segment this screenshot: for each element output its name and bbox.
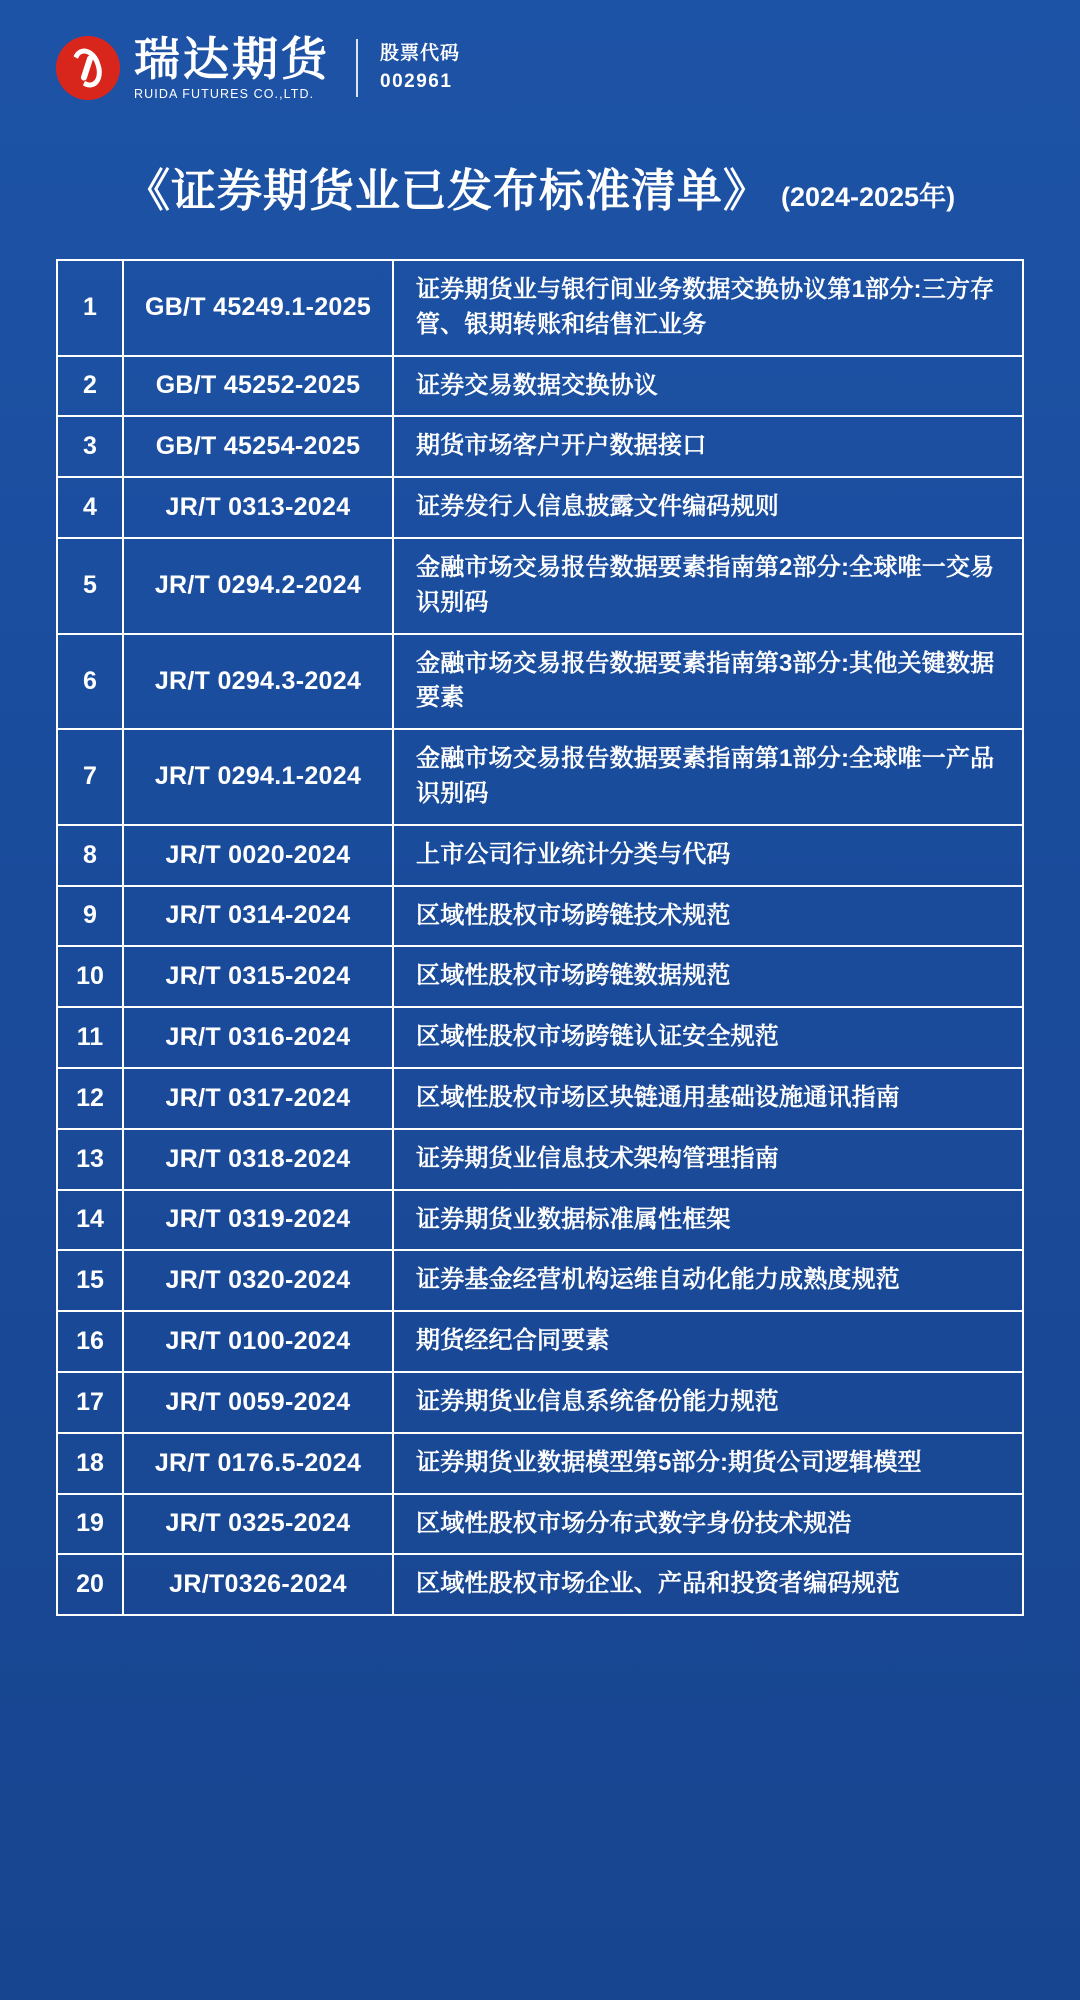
row-standard-name: 证券期货业与银行间业务数据交换协议第1部分:三方存管、银期转账和结售汇业务 (393, 260, 1023, 356)
row-standard-code: JR/T 0020-2024 (123, 825, 393, 886)
table-row (57, 1129, 1023, 1190)
stock-info (380, 40, 460, 95)
ruida-circle-logo-icon (56, 36, 120, 100)
row-standard-name: 证券发行人信息披露文件编码规则 (393, 477, 1023, 538)
row-standard-name: 上市公司行业统计分类与代码 (393, 825, 1023, 886)
row-standard-name: 证券期货业数据模型第5部分:期货公司逻辑模型 (393, 1433, 1023, 1494)
row-standard-code: GB/T 45254-2025 (123, 416, 393, 477)
row-index: 4 (57, 477, 123, 538)
row-standard-code: GB/T 45249.1-2025 (123, 260, 393, 356)
row-standard-name: 证券交易数据交换协议 (393, 356, 1023, 417)
row-standard-name: 证券期货业数据标准属性框架 (393, 1190, 1023, 1251)
row-index: 14 (57, 1190, 123, 1251)
table-row (57, 1068, 1023, 1129)
table-row (57, 1372, 1023, 1433)
row-standard-code: JR/T 0059-2024 (123, 1372, 393, 1433)
row-standard-code: JR/T 0294.1-2024 (123, 729, 393, 825)
page-title-sub: (2024-2025年) (780, 182, 956, 212)
row-standard-code: JR/T 0319-2024 (123, 1190, 393, 1251)
row-standard-code: JR/T 0316-2024 (123, 1007, 393, 1068)
table-row (57, 825, 1023, 886)
row-standard-code: JR/T 0313-2024 (123, 477, 393, 538)
brand-header (0, 0, 1080, 102)
page-title-main: 《证券期货业已发布标准清单》 (124, 165, 769, 216)
row-standard-name: 金融市场交易报告数据要素指南第2部分:全球唯一交易识别码 (393, 538, 1023, 634)
row-standard-code: JR/T 0315-2024 (123, 946, 393, 1007)
row-index: 1 (57, 260, 123, 356)
row-standard-name: 区域性股权市场区块链通用基础设施通讯指南 (393, 1068, 1023, 1129)
table-row (57, 1494, 1023, 1555)
table-row (57, 477, 1023, 538)
row-index: 7 (57, 729, 123, 825)
row-standard-name: 金融市场交易报告数据要素指南第3部分:其他关键数据要素 (393, 634, 1023, 730)
table-row (57, 946, 1023, 1007)
row-index: 8 (57, 825, 123, 886)
stock-label: 股票代码 (380, 43, 461, 65)
row-standard-name: 证券期货业信息技术架构管理指南 (393, 1129, 1023, 1190)
row-standard-code: JR/T 0176.5-2024 (123, 1433, 393, 1494)
row-standard-code: JR/T 0100-2024 (123, 1311, 393, 1372)
brand-name-block (134, 32, 330, 102)
page-title (0, 154, 1080, 219)
row-index: 6 (57, 634, 123, 730)
row-standard-name: 期货市场客户开户数据接口 (393, 416, 1023, 477)
row-standard-code: JR/T 0320-2024 (123, 1250, 393, 1311)
table-row (57, 260, 1023, 356)
row-standard-code: JR/T 0317-2024 (123, 1068, 393, 1129)
table-row (57, 538, 1023, 634)
row-standard-code: JR/T 0314-2024 (123, 886, 393, 947)
table-row (57, 1311, 1023, 1372)
table-row (57, 729, 1023, 825)
row-standard-code: JR/T 0294.2-2024 (123, 538, 393, 634)
row-index: 18 (57, 1433, 123, 1494)
row-standard-name: 金融市场交易报告数据要素指南第1部分:全球唯一产品识别码 (393, 729, 1023, 825)
row-index: 11 (57, 1007, 123, 1068)
table-row (57, 1554, 1023, 1615)
stock-code: 002961 (380, 71, 453, 92)
row-index: 16 (57, 1311, 123, 1372)
table-row (57, 886, 1023, 947)
table-row (57, 1250, 1023, 1311)
row-index: 15 (57, 1250, 123, 1311)
table-row (57, 356, 1023, 417)
table-row (57, 416, 1023, 477)
row-standard-name: 区域性股权市场跨链数据规范 (393, 946, 1023, 1007)
row-standard-name: 区域性股权市场分布式数字身份技术规浩 (393, 1494, 1023, 1555)
row-index: 20 (57, 1554, 123, 1615)
row-standard-name: 区域性股权市场跨链认证安全规范 (393, 1007, 1023, 1068)
standards-table-body (57, 260, 1023, 1615)
row-index: 2 (57, 356, 123, 417)
standards-table (56, 259, 1024, 1616)
row-index: 17 (57, 1372, 123, 1433)
row-standard-code: JR/T 0294.3-2024 (123, 634, 393, 730)
table-row (57, 1007, 1023, 1068)
row-index: 13 (57, 1129, 123, 1190)
row-standard-code: JR/T 0325-2024 (123, 1494, 393, 1555)
header-divider (356, 39, 358, 97)
row-standard-name: 期货经纪合同要素 (393, 1311, 1023, 1372)
table-row (57, 634, 1023, 730)
row-index: 10 (57, 946, 123, 1007)
table-row (57, 1190, 1023, 1251)
brand-name-en: RUIDA FUTURES CO.,LTD. (134, 87, 315, 102)
row-standard-code: JR/T 0318-2024 (123, 1129, 393, 1190)
row-standard-name: 区域性股权市场企业、产品和投资者编码规范 (393, 1554, 1023, 1615)
row-standard-name: 证券基金经营机构运维自动化能力成熟度规范 (393, 1250, 1023, 1311)
brand-name-cn: 瑞达期货 (134, 32, 330, 85)
row-standard-name: 区域性股权市场跨链技术规范 (393, 886, 1023, 947)
row-standard-code: GB/T 45252-2025 (123, 356, 393, 417)
table-row (57, 1433, 1023, 1494)
row-standard-code: JR/T0326-2024 (123, 1554, 393, 1615)
row-index: 19 (57, 1494, 123, 1555)
row-standard-name: 证券期货业信息系统备份能力规范 (393, 1372, 1023, 1433)
row-index: 9 (57, 886, 123, 947)
row-index: 5 (57, 538, 123, 634)
standards-table-wrap (56, 259, 1024, 1616)
row-index: 3 (57, 416, 123, 477)
row-index: 12 (57, 1068, 123, 1129)
